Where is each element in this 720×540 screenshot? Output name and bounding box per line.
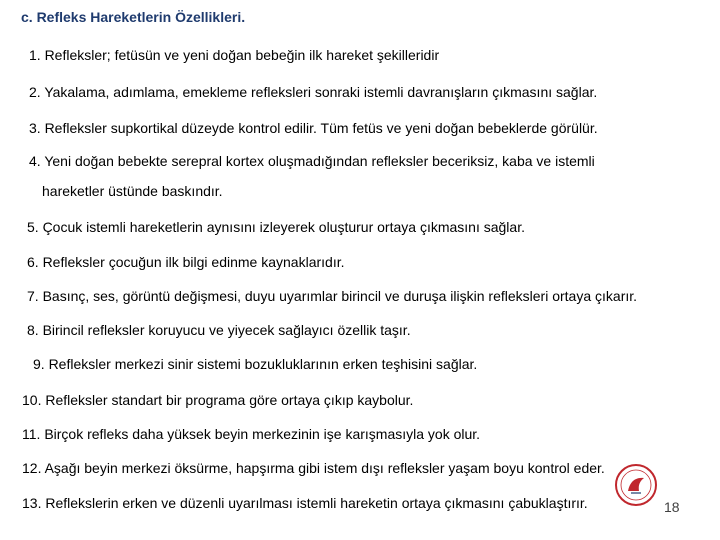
list-item-1: 1. Refleksler; fetüsün ve yeni doğan bebeğin ilk hareket şekilleridir <box>29 47 440 63</box>
page-number: 18 <box>664 499 680 515</box>
university-seal-icon <box>614 463 658 507</box>
list-item-12: 12. Aşağı beyin merkezi öksürme, hapşırma gibi istem dışı refleksler yaşam boyu kontrol eder. <box>22 460 605 476</box>
list-item-8: 8. Birincil refleksler koruyucu ve yiyecek sağlayıcı özellik taşır. <box>27 322 411 338</box>
list-item-9: 9. Refleksler merkezi sinir sistemi bozukluklarının erken teşhisini sağlar. <box>33 356 478 372</box>
list-item-4-continuation: hareketler üstünde baskındır. <box>42 183 223 199</box>
list-item-13: 13. Reflekslerin erken ve düzenli uyarılması istemli hareketin ortaya çıkmasını çabuklaştırır. <box>22 495 588 511</box>
list-item-2: 2. Yakalama, adımlama, emekleme refleksleri sonraki istemli davranışların çıkmasını sağlar. <box>29 84 598 100</box>
list-item-4: 4. Yeni doğan bebekte serepral kortex oluşmadığından refleksler beceriksiz, kaba ve istemli <box>29 153 595 169</box>
list-item-10: 10. Refleksler standart bir programa göre ortaya çıkıp kaybolur. <box>22 392 414 408</box>
slide-heading: c. Refleks Hareketlerin Özellikleri. <box>21 9 246 25</box>
list-item-11: 11. Birçok refleks daha yüksek beyin merkezinin işe karışmasıyla yok olur. <box>22 426 481 442</box>
list-item-7: 7. Basınç, ses, görüntü değişmesi, duyu uyarımlar birincil ve duruşa ilişkin refleksleri ortaya çıkarır. <box>27 288 638 304</box>
list-item-3: 3. Refleksler supkortikal düzeyde kontrol edilir. Tüm fetüs ve yeni doğan bebeklerde görülür. <box>29 120 598 136</box>
list-item-5: 5. Çocuk istemli hareketlerin aynısını izleyerek oluşturur ortaya çıkmasını sağlar. <box>27 219 525 235</box>
list-item-6: 6. Refleksler çocuğun ilk bilgi edinme kaynaklarıdır. <box>27 254 345 270</box>
